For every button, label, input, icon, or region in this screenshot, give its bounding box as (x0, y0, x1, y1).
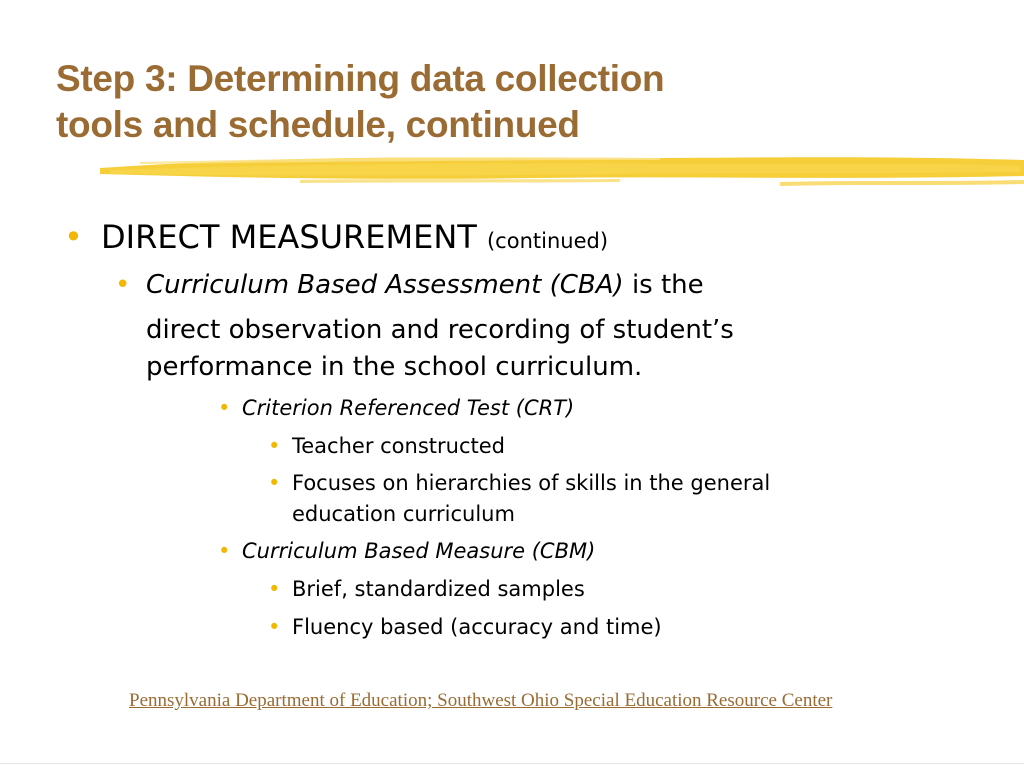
continued-label: (continued) (486, 229, 609, 253)
direct-measurement-text: DIRECT MEASUREMENT (101, 218, 477, 256)
bullet-level3: • (218, 396, 231, 420)
bullet-level4: • (268, 615, 281, 639)
cba-line-2: direct observation and recording of student’s (146, 315, 734, 345)
crt-item-focuses-line-2: education curriculum (292, 502, 515, 526)
bullet-direct-measurement (101, 218, 608, 260)
bullet-level4: • (268, 434, 281, 458)
cba-term: Curriculum Based Assessment (CBA) (146, 270, 624, 300)
bullet-level4: • (268, 471, 281, 495)
crt-item-focuses-line-1: Focuses on hierarchies of skills in the general (292, 471, 771, 495)
crt-item-teacher-constructed: Teacher constructed (292, 434, 505, 458)
bullet-level1: • (64, 218, 83, 256)
source-citation-link[interactable]: Pennsylvania Department of Education; Southwest Ohio Special Education Resource Center (129, 690, 833, 711)
bullet-level3: • (218, 539, 231, 563)
cba-line-3: performance in the school curriculum. (146, 352, 643, 382)
title-line-1: Step 3: Determining data collection (56, 58, 665, 99)
cbm-item-fluency: Fluency based (accuracy and time) (292, 615, 662, 639)
bullet-level4: • (268, 577, 281, 601)
cba-text: is the (631, 270, 704, 300)
bottom-divider (0, 763, 1024, 764)
cbm-item-brief-samples: Brief, standardized samples (292, 577, 585, 601)
cbm-label: Curriculum Based Measure (CBM) (242, 539, 596, 563)
bullet-level2: • (115, 270, 131, 300)
crt-label: Criterion Referenced Test (CRT) (242, 396, 575, 420)
cba-line-1 (146, 267, 704, 303)
title-line-2: tools and schedule, continued (56, 104, 580, 145)
